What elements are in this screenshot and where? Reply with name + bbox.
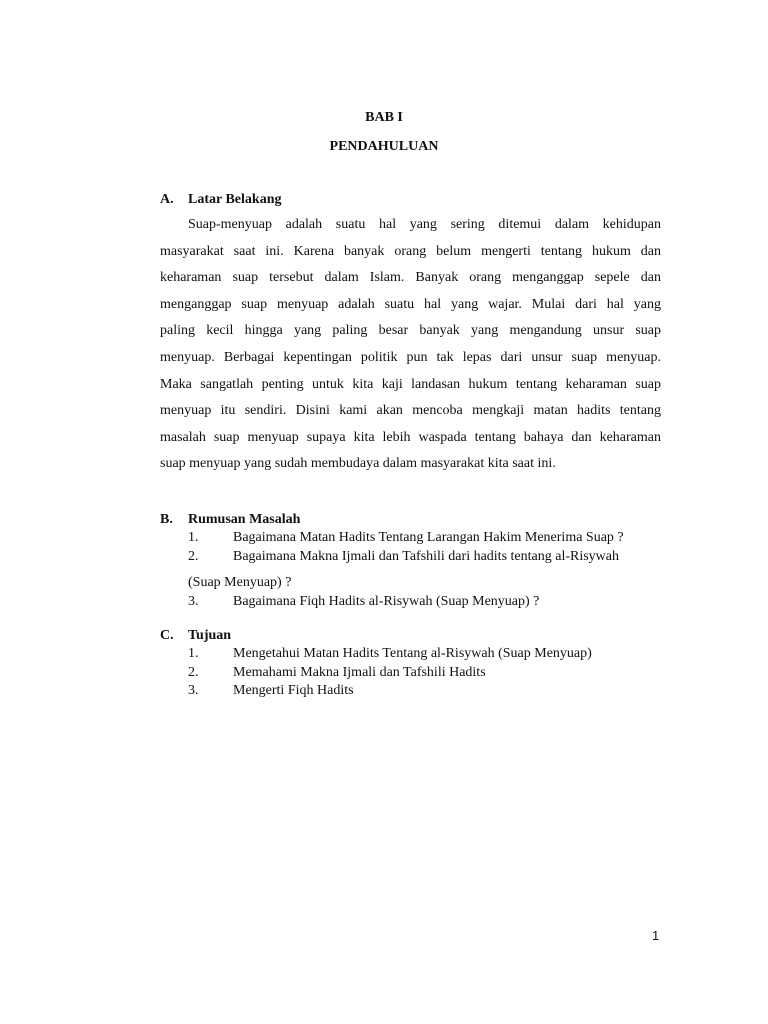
list-item-text: Bagaimana Fiqh Hadits al-Risywah (Suap Menyuap) ? — [233, 594, 540, 609]
paragraph-line: masalah suap menyuap supaya kita lebih waspada tentang bahaya dan keharaman — [160, 429, 661, 445]
list-item-number: 3. — [188, 594, 199, 609]
paragraph-line: Maka sangatlah penting untuk kita kaji landasan hukum tentang keharaman suap — [160, 376, 661, 392]
paragraph-line: Suap-menyuap adalah suatu hal yang sering ditemui dalam kehidupan — [188, 217, 661, 232]
list-item-text: Bagaimana Makna Ijmali dan Tafshili dari hadits tentang al-Risywah — [233, 549, 619, 564]
section-a-marker: A. — [160, 192, 174, 207]
page-number: 1 — [652, 928, 660, 943]
list-item-text: Bagaimana Matan Hadits Tentang Larangan Hakim Menerima Suap ? — [233, 530, 624, 545]
list-item-text: Memahami Makna Ijmali dan Tafshili Hadits — [233, 665, 486, 680]
list-item-number: 2. — [188, 549, 199, 564]
paragraph-line: keharaman suap tersebut dalam Islam. Banyak orang menganggap sepele dan — [160, 270, 661, 286]
section-a-heading: Latar Belakang — [188, 192, 282, 207]
list-item-number: 1. — [188, 530, 199, 545]
section-b-heading: Rumusan Masalah — [188, 512, 301, 527]
section-b-marker: B. — [160, 512, 173, 527]
list-item-number: 1. — [188, 646, 199, 661]
section-c-marker: C. — [160, 628, 174, 643]
list-item-text: Mengetahui Matan Hadits Tentang al-Risywah (Suap Menyuap) — [233, 646, 592, 661]
paragraph-line: suap menyuap yang sudah membudaya dalam masyarakat kita saat ini. — [160, 456, 556, 472]
paragraph-line: paling kecil hingga yang paling besar banyak yang mengandung unsur suap — [160, 323, 661, 339]
paragraph-line: menyuap. Berbagai kepentingan politik pun tak lepas dari unsur suap menyuap. — [160, 349, 661, 365]
section-a-paragraph — [160, 212, 661, 478]
list-item-continuation: (Suap Menyuap) ? — [188, 575, 292, 590]
paragraph-line: menganggap suap menyuap adalah suatu hal yang wajar. Mulai dari hal yang — [160, 296, 661, 312]
list-item-number: 3. — [188, 683, 199, 698]
chapter-subtitle: PENDAHULUAN — [329, 139, 439, 154]
list-item-number: 2. — [188, 665, 199, 680]
section-c-heading: Tujuan — [188, 628, 232, 643]
paragraph-line: masyarakat saat ini. Karena banyak orang belum mengerti tentang hukum dan — [160, 243, 661, 259]
chapter-title: BAB I — [365, 110, 403, 125]
list-item-text: Mengerti Fiqh Hadits — [233, 683, 354, 698]
paragraph-line: menyuap itu sendiri. Disini kami akan mencoba mengkaji matan hadits tentang — [160, 403, 661, 419]
